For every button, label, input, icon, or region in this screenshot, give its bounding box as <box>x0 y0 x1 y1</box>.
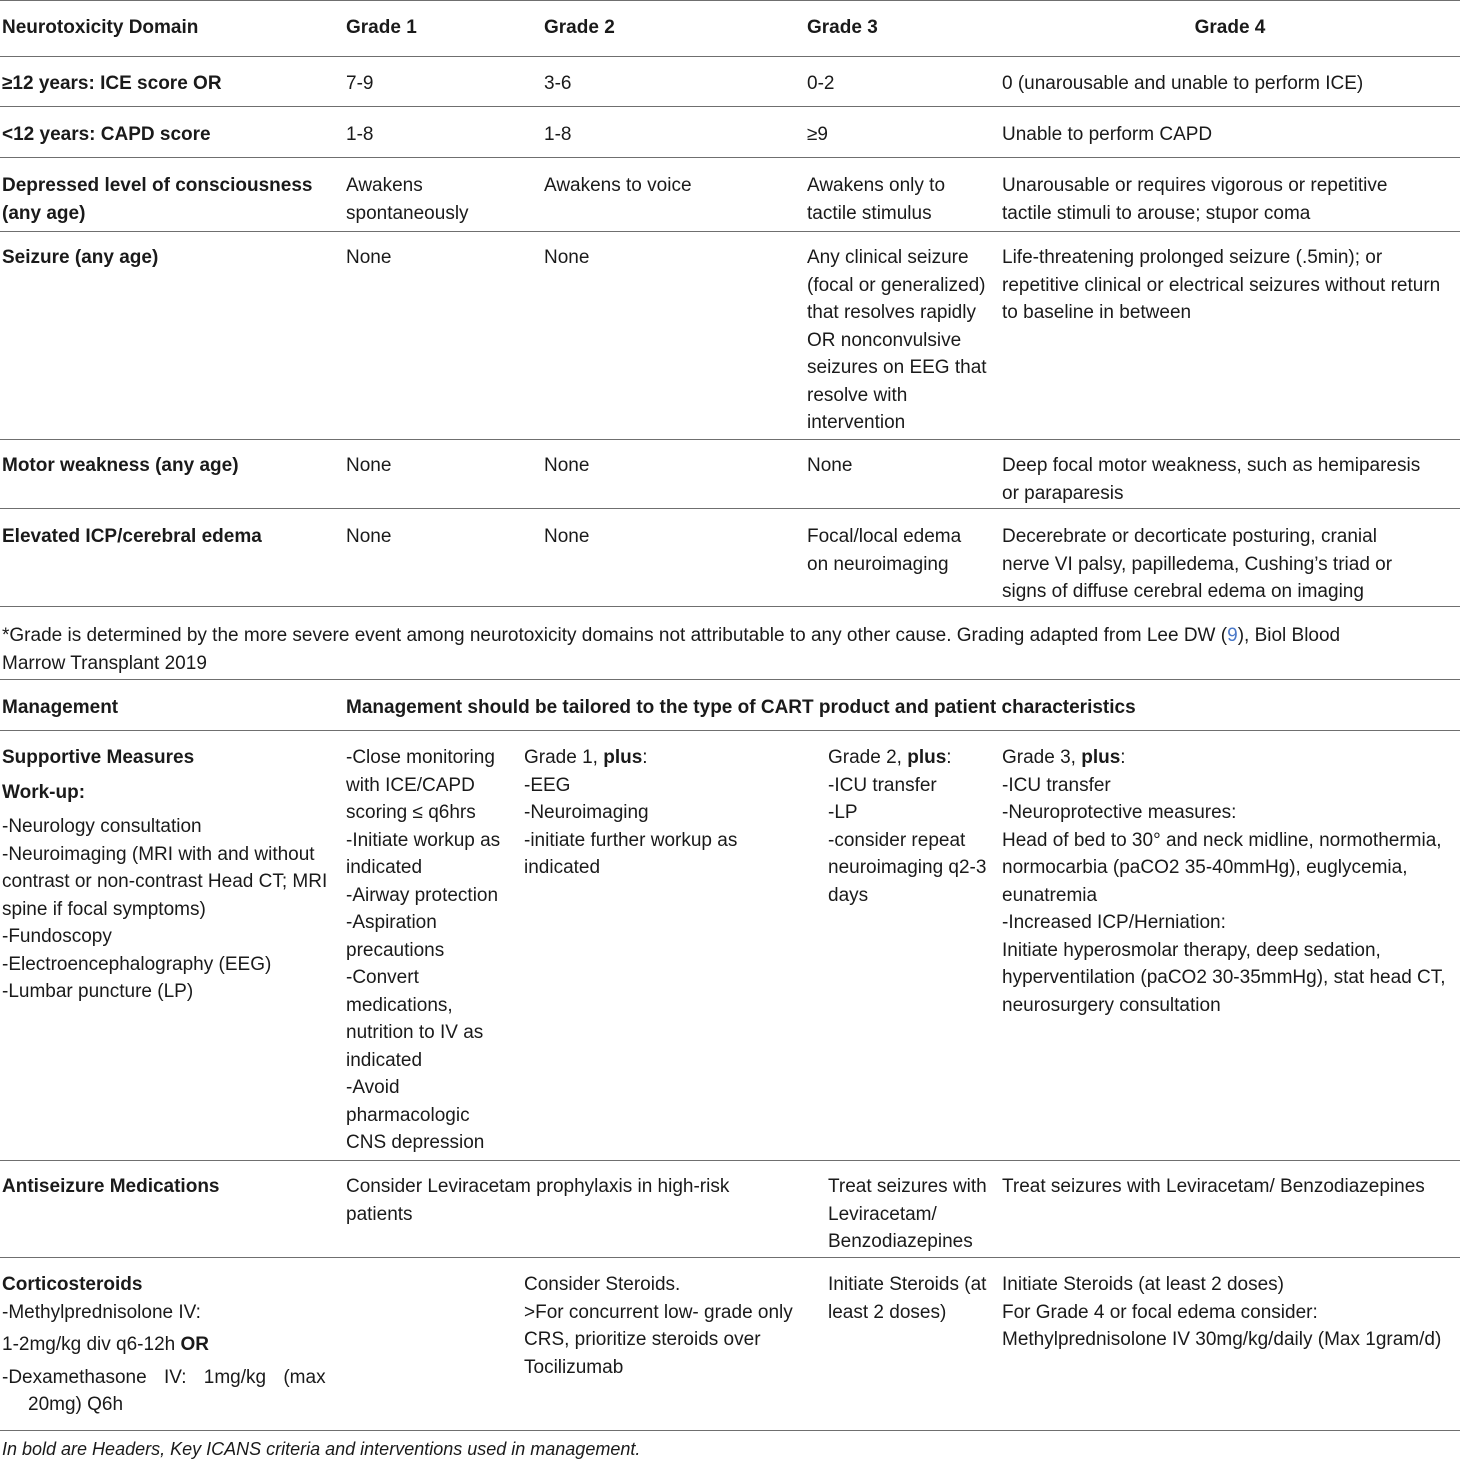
row-grade2: 1-8 <box>544 124 572 145</box>
supportive-lead <box>828 744 993 772</box>
rule <box>0 1430 1460 1431</box>
rule <box>0 157 1460 158</box>
supportive-item: -Close monitoring with ICE/CAPD scoring ≤ q6hrs <box>346 747 495 823</box>
supportive-item: -Neuroprotective measures: <box>1002 802 1237 823</box>
row-grade1: None <box>346 526 392 547</box>
row-domain: Motor weakness (any age) <box>2 455 239 476</box>
row-grade4: Deep focal motor weakness, such as hemiparesis or paraparesis <box>1002 455 1421 504</box>
steroid-item: Initiate Steroids (at least 2 doses) <box>1002 1274 1284 1295</box>
row-domain: Elevated ICP/cerebral edema <box>2 526 262 547</box>
workup-item: -Neuroimaging (MRI with and without contrast or non-contrast Head CT; MRI spine if focal symptoms) <box>2 843 328 920</box>
supportive-item: -Airway protection <box>346 884 499 906</box>
colon-text: : <box>946 747 952 768</box>
corticosteroids-col <box>2 1271 332 1419</box>
corticosteroids-grade2 <box>524 1271 816 1381</box>
grading-footnote <box>2 622 1402 677</box>
supportive-title: Supportive Measures <box>2 747 195 768</box>
colon-text: : <box>642 747 648 768</box>
row-grade4: Unarousable or requires vigorous or repetitive tactile stimuli to arouse; stupor coma <box>1002 175 1388 224</box>
rule <box>0 1160 1460 1161</box>
supportive-item: -Convert medications, nutrition to IV as indicated <box>346 967 484 1071</box>
supportive-item: -EEG <box>524 774 571 796</box>
supportive-item: Head of bed to 30° and neck midline, normothermia, normocarbia (paCO2 35-40mmHg), euglycemia, eunatremia <box>1002 829 1442 906</box>
row-grade4: 0 (unarousable and unable to perform ICE) <box>1002 73 1364 94</box>
row-grade2: None <box>544 247 590 268</box>
supportive-grade1 <box>346 744 512 1157</box>
supportive-grade2 <box>524 744 814 882</box>
supportive-item: -ICU transfer <box>828 774 937 796</box>
rule <box>0 439 1460 440</box>
header-grade3: Grade 3 <box>807 17 878 38</box>
corticosteroids-grade4 <box>1002 1271 1458 1354</box>
steroid-item: Consider Steroids. <box>524 1274 681 1295</box>
plus-text: plus <box>603 747 643 768</box>
row-grade1: Awakens spontaneously <box>346 175 469 224</box>
row-grade4: Unable to perform CAPD <box>1002 124 1213 145</box>
supportive-col <box>2 744 332 1006</box>
workup-item: -Electroencephalography (EEG) <box>2 953 272 975</box>
row-grade3: 0-2 <box>807 73 835 94</box>
supportive-item: -Increased ICP/Herniation: <box>1002 912 1226 933</box>
row-grade3: Awakens only to tactile stimulus <box>807 175 946 224</box>
corticosteroid-line: -Dexamethasone IV: 1mg/kg (max <box>2 1366 326 1388</box>
supportive-item: -Aspiration precautions <box>346 912 445 961</box>
workup-item: -Fundoscopy <box>2 926 112 947</box>
row-domain: Depressed level of consciousness (any age) <box>2 175 313 224</box>
row-grade3: Focal/local edema on neuroimaging <box>807 526 962 575</box>
steroid-item: For Grade 4 or focal edema consider: <box>1002 1301 1318 1323</box>
supportive-grade4 <box>1002 744 1452 1019</box>
header-domain: Neurotoxicity Domain <box>2 17 199 38</box>
reference-link[interactable]: 9 <box>1227 625 1238 646</box>
steroid-item: Methylprednisolone IV 30mg/kg/daily (Max 1gram/d) <box>1002 1329 1442 1350</box>
row-grade3: Any clinical seizure (focal or generalized) that resolves rapidly OR nonconvulsive seizures on EEG that resolve with intervention <box>807 247 987 433</box>
plus-text: plus <box>907 747 947 768</box>
corticosteroid-line: -Methylprednisolone IV: <box>2 1301 201 1323</box>
header-grade1: Grade 1 <box>346 17 417 38</box>
antiseizure-grade12: Consider Leviracetam prophylaxis in high-risk patients <box>346 1176 730 1225</box>
rule <box>0 730 1460 731</box>
row-grade2: None <box>544 526 590 547</box>
header-grade2: Grade 2 <box>544 17 615 38</box>
supportive-item: -Initiate workup as indicated <box>346 829 501 878</box>
rule <box>0 606 1460 607</box>
corticosteroids-grade3: Initiate Steroids (at least 2 doses) <box>828 1274 987 1323</box>
lead-text: Grade 1, <box>524 747 604 768</box>
lead-text: Grade 2, <box>828 747 908 768</box>
management-label: Management <box>2 697 119 718</box>
supportive-item: -LP <box>828 802 858 823</box>
rule <box>0 1257 1460 1258</box>
supportive-lead <box>1002 744 1452 772</box>
row-grade3: None <box>807 455 853 476</box>
footnote-text: ), Biol Blood Marrow Transplant 2019 <box>2 625 1341 674</box>
row-grade3: ≥9 <box>807 124 828 145</box>
corticosteroid-line <box>2 1331 332 1359</box>
row-grade1: None <box>346 455 392 476</box>
supportive-item: -initiate further workup as indicated <box>524 829 738 878</box>
row-domain: Seizure (any age) <box>2 247 159 268</box>
plus-text: plus <box>1081 747 1121 768</box>
supportive-item: -ICU transfer <box>1002 774 1111 796</box>
rule <box>0 231 1460 232</box>
or-text: OR <box>180 1334 209 1355</box>
footnote-text: *Grade is determined by the more severe event among neurotoxicity domains not attributable to any other cause. Grading adapted from Lee DW ( <box>2 625 1228 646</box>
row-grade1: 1-8 <box>346 124 374 145</box>
supportive-item: Initiate hyperosmolar therapy, deep sedation, hyperventilation (paCO2 30-35mmHg), stat head CT, neurosurgery consultation <box>1002 939 1446 1016</box>
antiseizure-title: Antiseizure Medications <box>2 1176 220 1197</box>
row-grade2: 3-6 <box>544 73 572 94</box>
table-caption: In bold are Headers, Key ICANS criteria and interventions used in management. <box>2 1439 641 1459</box>
row-grade1: None <box>346 247 392 268</box>
lead-text: Grade 3, <box>1002 747 1082 768</box>
header-grade4: Grade 4 <box>1194 17 1266 38</box>
rule <box>0 508 1460 509</box>
supportive-item: -consider repeat neuroimaging q2-3 days <box>828 829 987 906</box>
row-domain: <12 years: CAPD score <box>2 124 211 145</box>
supportive-item: -Neuroimaging <box>524 802 649 823</box>
row-grade1: 7-9 <box>346 73 374 94</box>
workup-item: -Lumbar puncture (LP) <box>2 981 194 1002</box>
workup-title: Work-up: <box>2 781 86 803</box>
corticosteroids-title: Corticosteroids <box>2 1274 143 1295</box>
colon-text: : <box>1120 747 1126 768</box>
supportive-lead <box>524 744 814 772</box>
row-grade4: Life-threatening prolonged seizure (.5min); or repetitive clinical or electrical seizures without return to baseline in between <box>1002 247 1441 323</box>
supportive-item: -Avoid pharmacologic CNS depression <box>346 1077 485 1153</box>
row-grade2: None <box>544 455 590 476</box>
rule <box>0 106 1460 107</box>
corticosteroid-line: 20mg) Q6h <box>28 1394 124 1415</box>
row-domain: ≥12 years: ICE score OR <box>2 73 222 94</box>
row-grade2: Awakens to voice <box>544 175 692 196</box>
workup-item: -Neurology consultation <box>2 816 202 837</box>
rule <box>0 679 1460 680</box>
workup-list <box>2 813 332 1006</box>
supportive-grade3 <box>828 744 993 909</box>
rule-top <box>0 0 1460 1</box>
antiseizure-grade4: Treat seizures with Leviracetam/ Benzodiazepines <box>1002 1176 1425 1197</box>
steroid-item: >For concurrent low- grade only CRS, prioritize steroids over Tocilizumab <box>524 1301 793 1378</box>
dose-text: 1-2mg/kg div q6-12h <box>2 1334 181 1355</box>
antiseizure-grade3: Treat seizures with Leviracetam/ Benzodiazepines <box>828 1176 987 1252</box>
row-grade4: Decerebrate or decorticate posturing, cranial nerve VI palsy, papilledema, Cushing’s triad or signs of diffuse cerebral edema on imaging <box>1002 526 1393 602</box>
management-tailored: Management should be tailored to the type of CART product and patient characteristics <box>346 697 1136 718</box>
rule-header <box>0 56 1460 57</box>
